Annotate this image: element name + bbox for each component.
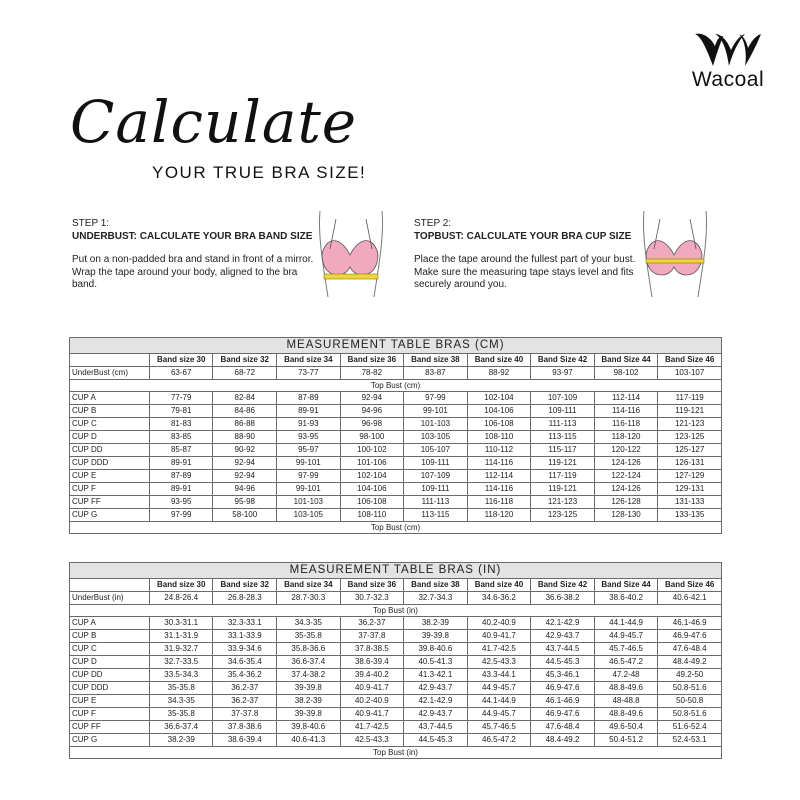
- underbust-cell: 24.8-26.4: [149, 592, 213, 605]
- size-cell: 39.8-40.6: [277, 721, 341, 734]
- size-cell: 50.4-51.2: [594, 734, 658, 747]
- size-cell: 37.8-38.5: [340, 643, 404, 656]
- size-cell: 111-113: [531, 418, 595, 431]
- cup-label: CUP FF: [70, 496, 150, 509]
- size-cell: 133-135: [658, 509, 722, 522]
- size-cell: 39-39.8: [404, 630, 468, 643]
- band-header: Band size 30: [149, 354, 213, 367]
- band-header: Band size 34: [277, 354, 341, 367]
- size-cell: 37.4-38.2: [277, 669, 341, 682]
- band-header-row: [70, 579, 722, 592]
- size-cell: 104-106: [467, 405, 531, 418]
- size-cell: 118-120: [594, 431, 658, 444]
- size-cell: 117-119: [658, 392, 722, 405]
- band-header: Band size 34: [277, 579, 341, 592]
- cup-label: CUP C: [70, 643, 150, 656]
- step-2-label: STEP 2:: [414, 218, 452, 229]
- band-header: Band Size 42: [531, 354, 595, 367]
- size-cell: 41.7-42.5: [340, 721, 404, 734]
- cup-label: CUP B: [70, 405, 150, 418]
- table-row: [70, 431, 722, 444]
- size-cell: 48.8-49.6: [594, 708, 658, 721]
- underbust-cell: 38.6-40.2: [594, 592, 658, 605]
- size-cell: 38.2-39: [149, 734, 213, 747]
- size-cell: 94-96: [340, 405, 404, 418]
- cup-label: CUP A: [70, 392, 150, 405]
- size-cell: 110-112: [467, 444, 531, 457]
- size-cell: 92-94: [340, 392, 404, 405]
- size-cell: 35-35.8: [277, 630, 341, 643]
- size-cell: 48.4-49.2: [658, 656, 722, 669]
- size-cell: 92-94: [213, 457, 277, 470]
- size-cell: 106-108: [340, 496, 404, 509]
- size-cell: 124-126: [594, 457, 658, 470]
- size-cell: 105-107: [404, 444, 468, 457]
- size-cell: 121-123: [531, 496, 595, 509]
- size-cell: 97-99: [149, 509, 213, 522]
- size-cell: 126-128: [594, 496, 658, 509]
- size-cell: 119-121: [531, 483, 595, 496]
- size-cell: 30.3-31.1: [149, 617, 213, 630]
- size-cell: 82-84: [213, 392, 277, 405]
- size-cell: 42.9-43.7: [404, 682, 468, 695]
- size-cell: 50.8-51.6: [658, 682, 722, 695]
- size-cell: 33.5-34.3: [149, 669, 213, 682]
- table-row: [70, 708, 722, 721]
- size-cell: 40.9-41.7: [340, 708, 404, 721]
- size-cell: 88-90: [213, 431, 277, 444]
- size-cell: 39-39.8: [277, 682, 341, 695]
- size-cell: 46.5-47.2: [467, 734, 531, 747]
- size-cell: 48.8-49.6: [594, 682, 658, 695]
- cup-label: CUP A: [70, 617, 150, 630]
- table-row: [70, 418, 722, 431]
- size-cell: 34.3-35: [149, 695, 213, 708]
- size-cell: 32.7-33.5: [149, 656, 213, 669]
- size-cell: 111-113: [404, 496, 468, 509]
- cup-label: CUP DD: [70, 444, 150, 457]
- size-cell: 116-118: [467, 496, 531, 509]
- cup-label: CUP D: [70, 656, 150, 669]
- size-cell: 116-118: [594, 418, 658, 431]
- size-cell: 38.6-39.4: [340, 656, 404, 669]
- step-2-heading: TOPBUST: CALCULATE YOUR BRA CUP SIZE: [414, 230, 632, 242]
- size-cell: 103-105: [404, 431, 468, 444]
- size-cell: 108-110: [467, 431, 531, 444]
- size-cell: 89-91: [277, 405, 341, 418]
- size-cell: 50-50.8: [658, 695, 722, 708]
- size-cell: 46.5-47.2: [594, 656, 658, 669]
- size-cell: 44.5-45.3: [531, 656, 595, 669]
- size-cell: 107-109: [531, 392, 595, 405]
- script-title: Calculate: [70, 88, 358, 156]
- size-cell: 84-86: [213, 405, 277, 418]
- size-cell: 39.8-40.6: [404, 643, 468, 656]
- size-cell: 109-111: [404, 483, 468, 496]
- table-row: [70, 509, 722, 522]
- size-cell: 94-96: [213, 483, 277, 496]
- size-cell: 44.1-44.9: [594, 617, 658, 630]
- size-cell: 37-37.8: [213, 708, 277, 721]
- size-cell: 35.4-36.2: [213, 669, 277, 682]
- table-row: [70, 669, 722, 682]
- size-cell: 114-116: [594, 405, 658, 418]
- size-cell: 33.9-34.6: [213, 643, 277, 656]
- size-cell: 41.3-42.1: [404, 669, 468, 682]
- table-row: [70, 457, 722, 470]
- table-row: [70, 392, 722, 405]
- size-cell: 42.1-42.9: [404, 695, 468, 708]
- underbust-cell: 63-67: [149, 367, 213, 380]
- underbust-cell: 83-87: [404, 367, 468, 380]
- cup-label: CUP C: [70, 418, 150, 431]
- table-row: [70, 444, 722, 457]
- underbust-cell: 93-97: [531, 367, 595, 380]
- band-header: Band size 40: [467, 354, 531, 367]
- size-cell: 31.9-32.7: [149, 643, 213, 656]
- size-cell: 123-125: [531, 509, 595, 522]
- table-row: [70, 617, 722, 630]
- table-row: [70, 630, 722, 643]
- cup-label: CUP E: [70, 470, 150, 483]
- size-cell: 40.6-41.3: [277, 734, 341, 747]
- size-cell: 42.1-42.9: [531, 617, 595, 630]
- size-cell: 127-129: [658, 470, 722, 483]
- underbust-cell: 68-72: [213, 367, 277, 380]
- size-cell: 38.6-39.4: [213, 734, 277, 747]
- table-row: [70, 483, 722, 496]
- brand-name: Wacoal: [691, 68, 765, 91]
- band-header: Band size 30: [149, 579, 213, 592]
- size-cell: 37.8-38.6: [213, 721, 277, 734]
- table-row: [70, 682, 722, 695]
- row-label: UnderBust (in): [70, 592, 150, 605]
- size-cell: 102-104: [467, 392, 531, 405]
- size-cell: 35.8-36.6: [277, 643, 341, 656]
- wacoal-w-icon: [693, 30, 763, 70]
- size-cell: 58-100: [213, 509, 277, 522]
- topbust-measure-icon: [636, 209, 714, 304]
- size-cell: 46.9-47.6: [658, 630, 722, 643]
- size-cell: 46.9-47.6: [531, 708, 595, 721]
- size-cell: 44.9-45.7: [467, 708, 531, 721]
- underbust-cell: 32.7-34.3: [404, 592, 468, 605]
- size-cell: 39-39.8: [277, 708, 341, 721]
- size-cell: 121-123: [658, 418, 722, 431]
- step-1-body: Put on a non-padded bra and stand in front of a mirror. Wrap the tape around your body, aligned to the bra band.: [72, 254, 314, 290]
- size-cell: 122-124: [594, 470, 658, 483]
- underbust-row: [70, 592, 722, 605]
- size-cell: 46.1-46.9: [531, 695, 595, 708]
- size-cell: 99-101: [404, 405, 468, 418]
- band-header-row: [70, 354, 722, 367]
- band-header: Band size 38: [404, 354, 468, 367]
- underbust-cell: 30.7-32.3: [340, 592, 404, 605]
- size-cell: 42.9-43.7: [404, 708, 468, 721]
- size-cell: 33.1-33.9: [213, 630, 277, 643]
- size-cell: 129-131: [658, 483, 722, 496]
- size-cell: 108-110: [340, 509, 404, 522]
- table-row: [70, 734, 722, 747]
- size-cell: 107-109: [404, 470, 468, 483]
- underbust-cell: 103-107: [658, 367, 722, 380]
- size-cell: 106-108: [467, 418, 531, 431]
- step-2-body: Place the tape around the fullest part of your bust. Make sure the measuring tape stays level and fits securely around you.: [414, 254, 636, 290]
- size-cell: 42.5-43.3: [340, 734, 404, 747]
- size-cell: 48-48.8: [594, 695, 658, 708]
- underbust-cell: 40.6-42.1: [658, 592, 722, 605]
- step-1: [72, 218, 320, 292]
- size-cell: 40.2-40.9: [340, 695, 404, 708]
- row-label: UnderBust (cm): [70, 367, 150, 380]
- underbust-cell: 36.6-38.2: [531, 592, 595, 605]
- table-title: MEASUREMENT TABLE BRAS (IN): [70, 563, 722, 579]
- size-cell: 123-125: [658, 431, 722, 444]
- band-header: Band size 40: [467, 579, 531, 592]
- band-header: Band size 32: [213, 579, 277, 592]
- size-cell: 125-127: [658, 444, 722, 457]
- size-cell: 38.2-39: [277, 695, 341, 708]
- underbust-measure-icon: [312, 209, 390, 304]
- size-cell: 85-87: [149, 444, 213, 457]
- size-cell: 89-91: [149, 457, 213, 470]
- measurement-table-cm: [69, 337, 722, 534]
- underbust-cell: 26.8-28.3: [213, 592, 277, 605]
- band-header: Band Size 44: [594, 579, 658, 592]
- cup-label: CUP E: [70, 695, 150, 708]
- size-cell: 87-89: [149, 470, 213, 483]
- band-header: Band Size 46: [658, 354, 722, 367]
- size-cell: 90-92: [213, 444, 277, 457]
- size-cell: 93-95: [149, 496, 213, 509]
- size-cell: 119-121: [658, 405, 722, 418]
- size-cell: 118-120: [467, 509, 531, 522]
- size-cell: 38.2-39: [404, 617, 468, 630]
- cup-label: CUP DDD: [70, 457, 150, 470]
- size-cell: 93-95: [277, 431, 341, 444]
- size-cell: 97-99: [404, 392, 468, 405]
- size-cell: 98-100: [340, 431, 404, 444]
- band-header: Band size 36: [340, 354, 404, 367]
- size-cell: 79-81: [149, 405, 213, 418]
- size-cell: 44.9-45.7: [594, 630, 658, 643]
- size-cell: 120-122: [594, 444, 658, 457]
- step-2: [414, 218, 644, 292]
- size-cell: 128-130: [594, 509, 658, 522]
- top-bust-label-bottom: Top Bust (cm): [70, 522, 722, 534]
- size-cell: 40.2-40.9: [467, 617, 531, 630]
- size-cell: 50.8-51.6: [658, 708, 722, 721]
- size-cell: 124-126: [594, 483, 658, 496]
- size-cell: 102-104: [340, 470, 404, 483]
- size-cell: 131-133: [658, 496, 722, 509]
- size-cell: 112-114: [594, 392, 658, 405]
- size-cell: 34.3-35: [277, 617, 341, 630]
- corner-cell: [70, 579, 150, 592]
- size-cell: 95-98: [213, 496, 277, 509]
- size-cell: 37-37.8: [340, 630, 404, 643]
- size-cell: 36.2-37: [213, 682, 277, 695]
- cup-label: CUP G: [70, 734, 150, 747]
- size-cell: 99-101: [277, 457, 341, 470]
- size-cell: 34.6-35.4: [213, 656, 277, 669]
- top-bust-label: Top Bust (cm): [70, 380, 722, 392]
- table-row: [70, 496, 722, 509]
- cup-label: CUP B: [70, 630, 150, 643]
- size-cell: 42.9-43.7: [531, 630, 595, 643]
- size-cell: 36.2-37: [340, 617, 404, 630]
- size-cell: 45.7-46.5: [594, 643, 658, 656]
- cup-label: CUP DDD: [70, 682, 150, 695]
- band-header: Band Size 46: [658, 579, 722, 592]
- size-cell: 47.6-48.4: [531, 721, 595, 734]
- size-cell: 103-105: [277, 509, 341, 522]
- table-row: [70, 695, 722, 708]
- band-header: Band size 36: [340, 579, 404, 592]
- size-cell: 81-83: [149, 418, 213, 431]
- size-cell: 44.5-45.3: [404, 734, 468, 747]
- underbust-cell: 78-82: [340, 367, 404, 380]
- size-cell: 91-93: [277, 418, 341, 431]
- top-bust-label: Top Bust (in): [70, 605, 722, 617]
- size-cell: 109-111: [404, 457, 468, 470]
- underbust-cell: 98-102: [594, 367, 658, 380]
- size-cell: 44.1-44.9: [467, 695, 531, 708]
- size-cell: 52.4-53.1: [658, 734, 722, 747]
- size-cell: 77-79: [149, 392, 213, 405]
- size-cell: 48.4-49.2: [531, 734, 595, 747]
- underbust-row: [70, 367, 722, 380]
- size-cell: 101-103: [277, 496, 341, 509]
- size-cell: 42.5-43.3: [467, 656, 531, 669]
- underbust-cell: 73-77: [277, 367, 341, 380]
- size-cell: 126-131: [658, 457, 722, 470]
- underbust-cell: 34.6-36.2: [467, 592, 531, 605]
- size-cell: 89-91: [149, 483, 213, 496]
- size-cell: 51.6-52.4: [658, 721, 722, 734]
- step-1-label: STEP 1:: [72, 218, 110, 229]
- size-cell: 44.9-45.7: [467, 682, 531, 695]
- size-cell: 49.2-50: [658, 669, 722, 682]
- size-cell: 43.7-44.5: [404, 721, 468, 734]
- size-cell: 40.9-41.7: [340, 682, 404, 695]
- band-header: Band Size 44: [594, 354, 658, 367]
- size-cell: 83-85: [149, 431, 213, 444]
- size-cell: 35-35.8: [149, 682, 213, 695]
- size-cell: 114-116: [467, 457, 531, 470]
- size-cell: 97-99: [277, 470, 341, 483]
- size-cell: 40.9-41.7: [467, 630, 531, 643]
- size-cell: 32.3-33.1: [213, 617, 277, 630]
- size-cell: 46.9-47.6: [531, 682, 595, 695]
- size-cell: 100-102: [340, 444, 404, 457]
- corner-cell: [70, 354, 150, 367]
- size-cell: 36.2-37: [213, 695, 277, 708]
- size-cell: 99-101: [277, 483, 341, 496]
- size-cell: 112-114: [467, 470, 531, 483]
- size-cell: 101-106: [340, 457, 404, 470]
- size-cell: 36.6-37.4: [277, 656, 341, 669]
- size-cell: 31.1-31.9: [149, 630, 213, 643]
- table-row: [70, 656, 722, 669]
- size-cell: 117-119: [531, 470, 595, 483]
- cup-label: CUP G: [70, 509, 150, 522]
- size-cell: 35-35.8: [149, 708, 213, 721]
- size-cell: 104-106: [340, 483, 404, 496]
- table-row: [70, 721, 722, 734]
- table-title: MEASUREMENT TABLE BRAS (CM): [70, 338, 722, 354]
- size-cell: 113-115: [531, 431, 595, 444]
- size-cell: 49.6-50.4: [594, 721, 658, 734]
- size-cell: 96-98: [340, 418, 404, 431]
- page-subtitle: YOUR TRUE BRA SIZE!: [152, 163, 367, 182]
- table-row: [70, 470, 722, 483]
- size-cell: 115-117: [531, 444, 595, 457]
- size-cell: 46.1-46.9: [658, 617, 722, 630]
- cup-label: CUP D: [70, 431, 150, 444]
- size-cell: 45.3-46.1: [531, 669, 595, 682]
- size-cell: 101-103: [404, 418, 468, 431]
- size-cell: 43.7-44.5: [531, 643, 595, 656]
- size-cell: 95-97: [277, 444, 341, 457]
- band-header: Band size 38: [404, 579, 468, 592]
- size-cell: 113-115: [404, 509, 468, 522]
- measurement-table-in: [69, 562, 722, 759]
- brand-logo: [688, 30, 768, 92]
- size-cell: 119-121: [531, 457, 595, 470]
- step-1-heading: UNDERBUST: CALCULATE YOUR BRA BAND SIZE: [72, 230, 313, 242]
- band-header: Band Size 42: [531, 579, 595, 592]
- size-cell: 43.3-44.1: [467, 669, 531, 682]
- cup-label: CUP F: [70, 708, 150, 721]
- cup-label: CUP FF: [70, 721, 150, 734]
- size-cell: 92-94: [213, 470, 277, 483]
- size-cell: 114-116: [467, 483, 531, 496]
- table-row: [70, 405, 722, 418]
- size-cell: 87-89: [277, 392, 341, 405]
- top-bust-label-bottom: Top Bust (in): [70, 747, 722, 759]
- size-cell: 47.2-48: [594, 669, 658, 682]
- size-cell: 40.5-41.3: [404, 656, 468, 669]
- size-cell: 39.4-40.2: [340, 669, 404, 682]
- underbust-cell: 28.7-30.3: [277, 592, 341, 605]
- size-cell: 45.7-46.5: [467, 721, 531, 734]
- size-cell: 36.6-37.4: [149, 721, 213, 734]
- band-header: Band size 32: [213, 354, 277, 367]
- size-cell: 109-111: [531, 405, 595, 418]
- cup-label: CUP F: [70, 483, 150, 496]
- cup-label: CUP DD: [70, 669, 150, 682]
- size-cell: 86-88: [213, 418, 277, 431]
- size-cell: 41.7-42.5: [467, 643, 531, 656]
- table-row: [70, 643, 722, 656]
- size-cell: 47.6-48.4: [658, 643, 722, 656]
- underbust-cell: 88-92: [467, 367, 531, 380]
